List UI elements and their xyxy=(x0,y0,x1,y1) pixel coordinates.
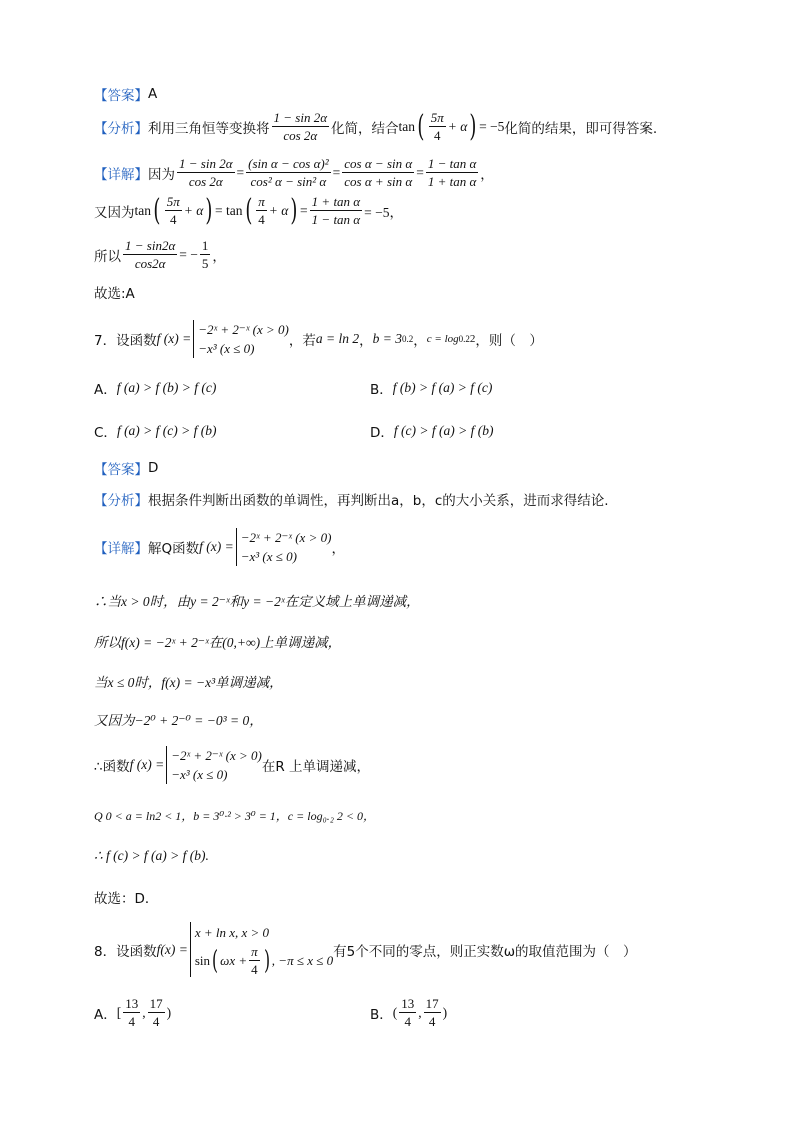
fraction-numerator: 13 xyxy=(401,996,415,1011)
fraction xyxy=(249,944,260,977)
fraction-denominator: cos² α − sin² α xyxy=(250,174,327,189)
option-label: D． xyxy=(370,425,394,441)
bracket: ) xyxy=(166,1004,172,1020)
punctuation: ， xyxy=(480,166,494,183)
q6-answer-line xyxy=(94,84,157,104)
fraction-denominator: 4 xyxy=(404,1014,412,1029)
bracket: ) xyxy=(442,1004,448,1020)
a-definition: a = ln 2 xyxy=(315,331,360,346)
fraction-denominator: 1 − tan α xyxy=(311,212,361,227)
text: 在R 上单调递减， xyxy=(261,759,371,775)
fraction xyxy=(200,238,211,271)
option-text: f (a) > f (b) > f (c) xyxy=(116,380,217,395)
case-1: −2ˣ + 2⁻ˣ (x > 0) xyxy=(198,322,289,337)
question-number: 7．设函数 xyxy=(94,333,157,349)
analysis-tag: 【分析】 xyxy=(94,120,148,137)
equals-sign: = xyxy=(236,164,245,180)
q7-analysis-line xyxy=(94,489,609,509)
fraction xyxy=(123,238,177,271)
analysis-tag: 【分析】 xyxy=(94,493,148,509)
text: 又因为 xyxy=(94,204,135,221)
q7-step-6: Q 0 < a = ln2 < 1，b = 3⁰·² > 3⁰ = 1，c = log₀.₂ 2 < 0， xyxy=(94,809,376,823)
function-f: f (x) = xyxy=(156,331,192,346)
fraction-numerator: 1 xyxy=(201,238,209,253)
tan-symbol: tan xyxy=(134,202,151,218)
punctuation: ， xyxy=(212,248,226,265)
fraction xyxy=(148,996,165,1029)
fraction-denominator: cos2α xyxy=(134,256,166,271)
option-label: C． xyxy=(94,425,117,441)
fraction xyxy=(165,194,182,227)
right-paren: ) xyxy=(205,192,213,228)
case-2: −x³ (x ≤ 0) xyxy=(240,549,297,564)
plus-alpha: + α xyxy=(447,118,468,134)
q7-option-c[interactable] xyxy=(94,421,217,441)
omega-x-plus: ωx + xyxy=(220,952,248,968)
answer-tag: 【答案】 xyxy=(94,462,148,478)
case-2: −x³ (x ≤ 0) xyxy=(171,767,228,782)
fraction-denominator: 4 xyxy=(428,1014,436,1029)
piecewise-brace xyxy=(190,922,333,977)
q7-step-7: ∴ f (c) > f (a) > f (b). xyxy=(94,848,209,863)
text: ，则（ ） xyxy=(475,333,543,349)
plus-alpha: + α xyxy=(183,202,204,218)
fraction-denominator: 4 xyxy=(258,212,265,227)
bracket: [ xyxy=(116,1004,122,1020)
function-f: f(x) = xyxy=(156,941,188,957)
q7-step-4: 又因为−2⁰ + 2⁻⁰ = −0³ = 0， xyxy=(94,713,263,728)
q6-analysis-line xyxy=(94,110,657,143)
fraction xyxy=(399,996,416,1029)
fraction-denominator: 4 xyxy=(169,212,177,227)
detail-text: 因为 xyxy=(148,166,175,183)
answer-value: D xyxy=(148,460,159,476)
option-text: f (a) > f (c) > f (b) xyxy=(116,423,217,438)
fraction-denominator: cos α + sin α xyxy=(344,174,413,189)
q7-detail-line xyxy=(94,528,345,566)
punctuation: ， xyxy=(331,541,345,557)
fraction-denominator: cos 2α xyxy=(283,128,318,143)
q7-stem xyxy=(94,320,543,358)
fraction-numerator: 1 − sin 2α xyxy=(179,156,233,171)
comma: , xyxy=(142,1004,146,1020)
piecewise-brace xyxy=(193,320,289,358)
q8-stem xyxy=(94,922,637,977)
fraction xyxy=(177,156,235,189)
c-log-arg: 2 xyxy=(469,333,476,345)
right-paren: ) xyxy=(469,108,477,144)
analysis-text-c: 化简的结果，即可得答案. xyxy=(504,120,658,137)
q7-choose: 故选：D． xyxy=(94,891,159,907)
q6-line3 xyxy=(94,238,226,271)
fraction-numerator: 13 xyxy=(125,996,139,1011)
left-paren: ( xyxy=(417,108,425,144)
analysis-text-a: 利用三角恒等变换将 xyxy=(148,120,270,137)
fraction xyxy=(424,996,441,1029)
option-text: f (c) > f (a) > f (b) xyxy=(393,423,494,438)
detail-tag: 【详解】 xyxy=(94,541,148,557)
q6-choose: 故选:A xyxy=(94,286,135,302)
fraction-numerator: 1 + tan α xyxy=(311,194,361,209)
q6-line2 xyxy=(94,194,403,227)
fraction-denominator: cos 2α xyxy=(188,174,223,189)
fraction-numerator: 1 − sin 2α xyxy=(273,110,328,125)
left-paren: ( xyxy=(212,945,219,976)
fraction-numerator: 1 − tan α xyxy=(427,156,477,171)
fraction-numerator: 5π xyxy=(430,110,444,125)
fraction xyxy=(123,996,140,1029)
left-paren: ( xyxy=(153,192,161,228)
function-f: f (x) = xyxy=(199,539,234,554)
option-label: A． xyxy=(94,1006,117,1023)
equals-minus: = − xyxy=(179,246,198,262)
q8-option-a[interactable] xyxy=(94,996,171,1029)
q7-option-a[interactable] xyxy=(94,378,216,398)
b-definition: b = 3 xyxy=(372,331,403,346)
option-text: f (b) > f (a) > f (c) xyxy=(392,380,493,395)
option-label: B． xyxy=(370,382,393,398)
tan-symbol: tan xyxy=(398,118,416,134)
equals-sign: = xyxy=(416,164,424,180)
answer-tag: 【答案】 xyxy=(94,88,148,104)
q6-detail-line xyxy=(94,156,494,189)
fraction-numerator: 17 xyxy=(425,996,439,1011)
sin-symbol: sin xyxy=(194,952,210,968)
comma: , xyxy=(418,1004,422,1020)
case-2: −x³ (x ≤ 0) xyxy=(198,341,255,356)
text: ∴函数 xyxy=(94,759,130,775)
q7-step-3: 当x ≤ 0时，f(x) = −x³单调递减， xyxy=(94,675,283,690)
option-label: B． xyxy=(370,1006,393,1023)
answer-value: A xyxy=(148,86,158,102)
comma: ， xyxy=(359,333,373,349)
bracket: ( xyxy=(392,1004,398,1020)
q7-option-d[interactable] xyxy=(370,421,493,441)
fraction-numerator: 5π xyxy=(166,194,180,209)
question-number: 8．设函数 xyxy=(94,943,157,960)
detail-text: 解Q函数 xyxy=(148,541,200,557)
case-1: −2ˣ + 2⁻ˣ (x > 0) xyxy=(171,748,262,763)
equals-minus-five: = −5， xyxy=(364,204,403,220)
left-paren: ( xyxy=(244,192,252,228)
detail-tag: 【详解】 xyxy=(94,166,148,183)
equals-sign: = xyxy=(300,202,308,218)
fraction-numerator: 1 − sin2α xyxy=(125,238,176,253)
text: ，若 xyxy=(288,333,316,349)
fraction-denominator: 4 xyxy=(128,1014,135,1029)
plus-alpha: + α xyxy=(268,202,289,218)
equals-minus-five: = −5 xyxy=(479,118,505,134)
q7-step-2: 所以f(x) = −2ˣ + 2⁻ˣ在(0,+∞)上单调递减， xyxy=(94,635,342,650)
equals-tan: = tan xyxy=(215,202,243,218)
fraction xyxy=(429,110,446,143)
fraction-denominator: 1 + tan α xyxy=(427,174,477,189)
fraction-numerator: cos α − sin α xyxy=(344,156,413,171)
option-label: A． xyxy=(94,382,117,398)
fraction xyxy=(246,156,330,189)
fraction-numerator: π xyxy=(258,194,265,209)
analysis-text-b: 化简，结合 xyxy=(331,120,399,137)
analysis-text: 根据条件判断出函数的单调性，再判断出a，b，c的大小关系，进而求得结论. xyxy=(148,493,609,509)
case-1: x + ln x, x > 0 xyxy=(194,925,270,940)
domain-condition: , −π ≤ x ≤ 0 xyxy=(271,952,334,968)
piecewise-brace xyxy=(236,528,332,566)
piecewise-brace xyxy=(166,746,262,784)
q8-option-b[interactable] xyxy=(370,996,447,1029)
fraction-numerator: π xyxy=(251,944,258,959)
q7-step-1: ∴当x > 0时，由y = 2⁻ˣ和y = −2ˣ在定义域上单调递减， xyxy=(94,594,420,609)
fraction xyxy=(310,194,362,227)
fraction-numerator: 17 xyxy=(149,996,163,1011)
equals-sign: = xyxy=(332,164,341,180)
fraction xyxy=(272,110,330,143)
q7-step-5 xyxy=(94,746,370,784)
text: 所以 xyxy=(94,248,121,265)
case-1: −2ˣ + 2⁻ˣ (x > 0) xyxy=(240,530,332,545)
comma: ， xyxy=(413,333,427,349)
fraction-denominator: 4 xyxy=(152,1014,160,1029)
right-paren: ) xyxy=(263,945,270,976)
c-definition: c = log xyxy=(426,333,459,345)
fraction-denominator: 4 xyxy=(434,128,441,143)
fraction xyxy=(426,156,478,189)
fraction-denominator: 5 xyxy=(201,256,209,271)
fraction xyxy=(342,156,414,189)
b-exponent: 0.2 xyxy=(402,334,414,344)
fraction-denominator: 4 xyxy=(251,962,258,977)
q7-answer-line xyxy=(94,458,158,478)
c-log-base: 0.2 xyxy=(458,334,470,344)
case-2 xyxy=(195,944,333,977)
q7-option-b[interactable] xyxy=(370,378,492,398)
function-f: f (x) = xyxy=(129,757,165,772)
fraction-numerator: (sin α − cos α)² xyxy=(248,156,329,171)
text: 有5个不同的零点，则正实数ω的取值范围为（ ） xyxy=(333,943,637,960)
fraction xyxy=(256,194,267,227)
right-paren: ) xyxy=(290,192,298,228)
